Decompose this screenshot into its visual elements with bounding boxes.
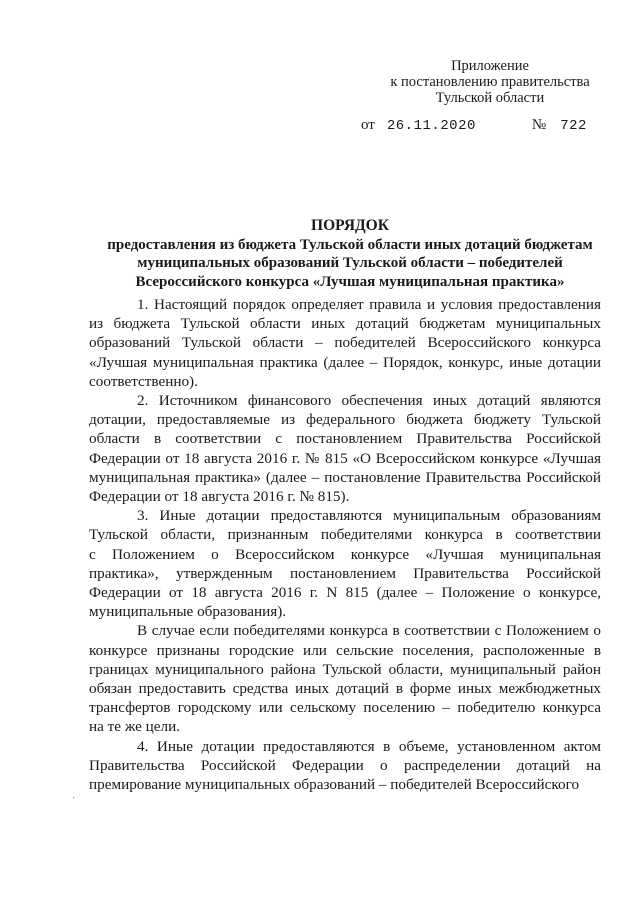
date-value: 26.11.2020 [386, 118, 476, 134]
appendix-line: Тульской области [435, 90, 545, 106]
paragraph-line: муниципальные образования). [89, 603, 287, 621]
paragraph-line: Федерации от 18 августа 2016 г. № 815). [89, 488, 350, 506]
paragraph-line: образований Тульской области – победителей Всероссийского конкурса [89, 334, 601, 352]
paragraph [89, 295, 601, 391]
paragraph-line: 2. Источником финансового обеспечения иных дотаций являются [137, 392, 601, 410]
document-title [60, 217, 640, 291]
title-subtitle-line: предоставления из бюджета Тульской области иных дотаций бюджетам [107, 237, 593, 253]
title-subtitle-line: муниципальных образований Тульской области – победителей [137, 255, 563, 272]
appendix-line: к постановлению правительства [390, 74, 590, 90]
paragraph-line: дотации, предоставляемые из федерального бюджета бюджету Тульской [89, 411, 601, 429]
paragraph-line: из бюджета Тульской области иных дотаций бюджетам муниципальных [89, 315, 601, 333]
paragraph-line: В случае если победителями конкурса в соответствии с Положением о [137, 622, 601, 640]
appendix-line: Приложение [451, 58, 529, 74]
date-number-line [361, 117, 587, 134]
paragraph-line: 3. Иные дотации предоставляются муниципальным образованиям [137, 507, 601, 525]
number-label: № [531, 117, 547, 133]
title-subtitle-line: Всероссийского конкурса «Лучшая муниципальная практика» [135, 273, 565, 290]
paragraph-line: конкурсе признаны городские или сельские поселения, расположенные в [89, 641, 601, 659]
paragraph-line: трансфертов городскому или сельскому поселению – победителю конкурса [89, 699, 601, 717]
paragraph-line: обязан предоставить средства иных дотаций в форме иных межбюджетных [89, 680, 601, 698]
paragraph [89, 737, 601, 795]
paragraph [89, 621, 601, 736]
paragraph-line: Правительства Российской Федерации о распределении дотаций на [89, 756, 601, 774]
date-label: от [361, 117, 375, 133]
paragraph-line: Федерации от 18 августа 2016 г. № 815 «О Всероссийском конкурсе «Лучшая [89, 449, 601, 467]
paragraph-line: на те же цели. [89, 718, 181, 736]
paragraph-line: с Положением о Всероссийском конкурсе «Лучшая муниципальная [89, 545, 601, 563]
document-body [89, 295, 601, 794]
paragraph-line: муниципальная практика» (далее – постановление Правительства Российской [89, 468, 601, 486]
paragraph [89, 391, 601, 506]
title-subtitle [60, 236, 640, 291]
number-value: 722 [560, 118, 587, 134]
paragraph-line: соответственно). [89, 372, 198, 390]
paragraph-line: границах муниципального района Тульской области, муниципальный район [89, 660, 601, 678]
paragraph-line: премирование муниципальных образований – победителей Всероссийского [89, 776, 580, 794]
appendix-block [380, 58, 600, 106]
paragraph-line: 1. Настоящий порядок определяет правила и условия предоставления [137, 296, 601, 313]
scan-mark: · [72, 793, 76, 804]
paragraph [89, 506, 601, 621]
paragraph-line: Тульской области, признанным победителями конкурса в соответствии [89, 526, 601, 544]
paragraph-line: практика», утвержденным постановлением Правительства Российской [89, 564, 601, 582]
paragraph-line: Федерации от 18 августа 2016 г. N 815 (далее – Положение о конкурсе, [89, 584, 601, 602]
paragraph-line: 4. Иные дотации предоставляются в объеме, установленном актом [137, 737, 601, 755]
paragraph-line: «Лучшая муниципальная практика (далее – Порядок, конкурс, иные дотации [89, 353, 601, 371]
paragraph-line: области в соответствии с постановлением Правительства Российской [89, 430, 601, 448]
title-main: ПОРЯДОК [311, 217, 389, 234]
